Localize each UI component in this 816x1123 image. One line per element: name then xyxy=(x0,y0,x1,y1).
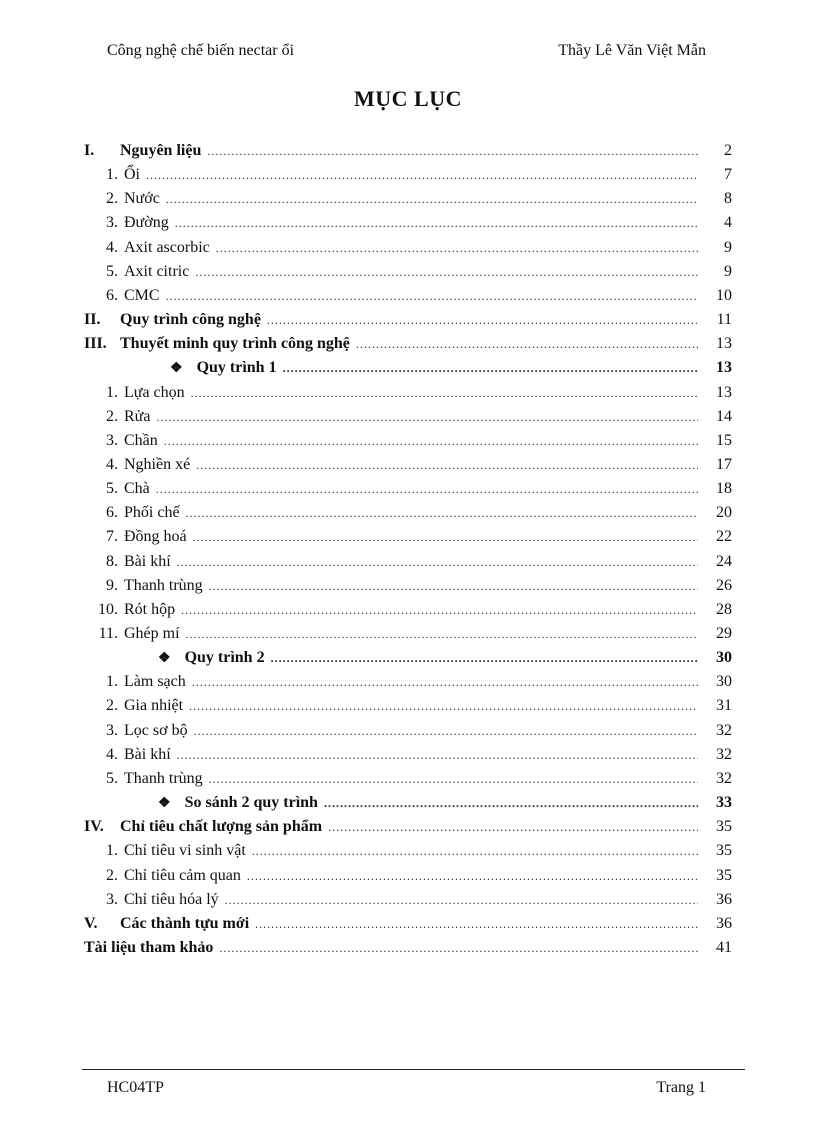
toc-entry-label: Thanh trùng xyxy=(124,769,203,787)
toc-entry-page: 8 xyxy=(724,190,732,208)
toc-entry-number: 3. xyxy=(106,431,118,449)
toc-leader-dots xyxy=(195,265,698,280)
toc-entry[interactable] xyxy=(84,673,732,697)
toc-entry-label: Nguyên liệu xyxy=(120,142,202,159)
toc-entry-label: Thanh trùng xyxy=(124,576,203,594)
toc-leader-dots xyxy=(192,675,698,690)
header-course-title: Công nghệ chế biến nectar ổi xyxy=(107,42,295,59)
toc-entry-label: Axit ascorbic xyxy=(124,238,210,256)
toc-entry-page: 24 xyxy=(716,552,732,570)
toc-leader-dots xyxy=(181,603,698,618)
toc-leader-dots xyxy=(194,724,698,739)
toc-entry-number: I. xyxy=(84,142,95,159)
toc-leader-dots xyxy=(164,434,698,449)
toc-entry-label: So sánh 2 quy trình xyxy=(184,794,318,812)
toc-leader-dots xyxy=(283,361,698,376)
page-title: MỤC LỤC xyxy=(354,86,462,111)
toc-entry-number: 4. xyxy=(106,745,118,763)
toc-leader-dots xyxy=(191,386,698,401)
toc-entry-label: Nước xyxy=(124,190,160,208)
toc-entry[interactable] xyxy=(84,601,732,625)
toc-entry-number: 6. xyxy=(106,504,118,522)
toc-entry-label: Chỉ tiêu vi sinh vật xyxy=(124,842,246,860)
toc-entry-number: 5. xyxy=(106,769,118,787)
toc-entry-number: 2. xyxy=(106,866,118,884)
toc-entry-page: 32 xyxy=(716,721,732,739)
toc-entry-number: 2. xyxy=(106,190,118,208)
toc-leader-dots xyxy=(175,216,698,231)
toc-entry-number: 1. xyxy=(106,673,118,691)
toc-entry-number: 5. xyxy=(106,480,118,498)
toc-entry[interactable] xyxy=(84,408,732,432)
toc-entry-page: 26 xyxy=(716,576,732,594)
toc-leader-dots xyxy=(255,917,698,932)
toc-entry-page: 4 xyxy=(724,214,732,232)
toc-entry[interactable] xyxy=(158,794,732,818)
diamond-bullet-icon: ❖ xyxy=(158,651,171,667)
toc-leader-dots xyxy=(146,168,698,183)
toc-entry[interactable] xyxy=(170,359,732,383)
toc-entry-page: 30 xyxy=(716,673,732,691)
toc-entry-number: 1. xyxy=(106,842,118,860)
toc-entry-number: 6. xyxy=(106,286,118,304)
toc-entry-number: 4. xyxy=(106,455,118,473)
toc-entry[interactable] xyxy=(84,939,732,963)
toc-leader-dots xyxy=(186,627,698,642)
toc-entry[interactable] xyxy=(84,625,732,649)
toc-leader-dots xyxy=(209,772,698,787)
toc-entry-page: 30 xyxy=(716,649,732,667)
toc-entry-label: Ghép mí xyxy=(124,625,180,642)
toc-entry-page: 36 xyxy=(716,914,732,932)
toc-entry[interactable] xyxy=(84,577,732,601)
toc-entry-page: 13 xyxy=(716,359,732,377)
toc-entry-label: Tài liệu tham khảo xyxy=(84,938,214,956)
toc-entry[interactable] xyxy=(84,456,732,480)
toc-entry[interactable] xyxy=(84,842,732,866)
toc-entry[interactable] xyxy=(84,214,732,238)
toc-leader-dots xyxy=(189,699,698,714)
toc-entry-number: 5. xyxy=(106,262,118,280)
toc-entry[interactable] xyxy=(84,722,732,746)
toc-leader-dots xyxy=(225,893,698,908)
toc-leader-dots xyxy=(196,458,698,473)
diamond-bullet-icon: ❖ xyxy=(158,796,171,812)
toc-entry-label: Phối chế xyxy=(124,504,180,522)
toc-leader-dots xyxy=(271,651,698,666)
toc-entry[interactable] xyxy=(84,504,732,528)
toc-entry[interactable] xyxy=(84,528,732,552)
toc-entry-page: 35 xyxy=(716,842,732,860)
toc-entry-label: Bài khí xyxy=(124,552,171,570)
toc-entry-page: 32 xyxy=(716,745,732,763)
toc-entry-number: II. xyxy=(84,311,101,329)
toc-entry-number: 2. xyxy=(106,697,118,715)
toc-entry-label: Axit citric xyxy=(124,262,190,280)
toc-entry-label: Các thành tựu mới xyxy=(120,914,250,932)
toc-entry-page: 32 xyxy=(716,769,732,787)
toc-entry-number: III. xyxy=(84,335,107,353)
toc-entry[interactable] xyxy=(84,190,732,214)
toc-leader-dots xyxy=(219,941,698,956)
toc-entry[interactable] xyxy=(84,335,732,359)
toc-entry[interactable] xyxy=(84,142,732,166)
toc-entry-label: Làm sạch xyxy=(124,673,186,691)
footer-code: HC04TP xyxy=(107,1079,164,1096)
toc-entry-label: Rửa xyxy=(124,407,151,425)
toc-entry-number: 2. xyxy=(106,407,118,425)
toc-leader-dots xyxy=(209,579,698,594)
toc-leader-dots xyxy=(156,410,698,425)
toc-entry[interactable] xyxy=(84,891,732,915)
toc-entry-number: 4. xyxy=(106,238,118,256)
toc-entry-label: Chà xyxy=(124,480,150,498)
toc-entry[interactable] xyxy=(84,263,732,287)
toc-entry-page: 28 xyxy=(716,600,732,618)
toc-entry-page: 33 xyxy=(716,794,732,812)
toc-entry[interactable] xyxy=(84,697,732,721)
toc-entry[interactable] xyxy=(84,166,732,190)
toc-leader-dots xyxy=(216,241,698,256)
toc-leader-dots xyxy=(156,482,698,497)
toc-entry-label: Đường xyxy=(124,214,169,232)
toc-entry-label: Lựa chọn xyxy=(124,383,185,401)
toc-entry-label: Quy trình 2 xyxy=(184,649,265,667)
toc-entry[interactable] xyxy=(84,915,732,939)
toc-entry-label: Thuyết minh quy trình công nghệ xyxy=(120,335,350,353)
toc-entry-page: 18 xyxy=(716,480,732,498)
toc-entry-page: 15 xyxy=(716,431,732,449)
toc-entry-number: 3. xyxy=(106,214,118,232)
toc-entry[interactable] xyxy=(158,649,732,673)
toc-entry[interactable] xyxy=(84,384,732,408)
toc-entry[interactable] xyxy=(84,287,732,311)
toc-entry-page: 35 xyxy=(716,818,732,836)
toc-leader-dots xyxy=(252,844,698,859)
toc-entry[interactable] xyxy=(84,746,732,770)
toc-entry-page: 36 xyxy=(716,890,732,908)
toc-entry-number: 3. xyxy=(106,890,118,908)
toc-entry[interactable] xyxy=(84,311,732,335)
toc-entry-number: 11. xyxy=(98,625,118,642)
toc-entry-page: 35 xyxy=(716,866,732,884)
toc-leader-dots xyxy=(247,869,698,884)
toc-leader-dots xyxy=(207,144,698,159)
toc-entry-label: Lọc sơ bộ xyxy=(124,721,188,739)
toc-entry-page: 10 xyxy=(716,286,732,304)
toc-leader-dots xyxy=(328,820,698,835)
toc-leader-dots xyxy=(166,289,698,304)
toc-leader-dots xyxy=(186,506,698,521)
header-instructor: Thầy Lê Văn Việt Mẫn xyxy=(558,42,706,59)
toc-entry-label: Chỉ tiêu hóa lý xyxy=(124,890,219,908)
toc-entry-page: 9 xyxy=(724,262,732,280)
toc-entry[interactable] xyxy=(84,553,732,577)
footer-divider xyxy=(82,1069,745,1070)
toc-entry-page: 13 xyxy=(716,335,732,353)
diamond-bullet-icon: ❖ xyxy=(170,361,183,377)
toc-entry-page: 7 xyxy=(724,166,732,184)
toc-entry-number: 9. xyxy=(106,576,118,594)
toc-entry-label: Rót hộp xyxy=(124,600,176,618)
toc-leader-dots xyxy=(324,796,698,811)
toc-leader-dots xyxy=(177,555,698,570)
toc-entry-label: Gia nhiệt xyxy=(124,697,184,715)
toc-leader-dots xyxy=(166,192,698,207)
toc-entry-page: 11 xyxy=(716,311,732,329)
toc-leader-dots xyxy=(356,337,698,352)
toc-entry[interactable] xyxy=(84,239,732,263)
toc-entry-number: 10. xyxy=(98,600,118,618)
toc-entry-label: Chỉ tiêu chất lượng sản phẩm xyxy=(120,818,323,836)
toc-entry-page: 13 xyxy=(716,383,732,401)
toc-entry-label: Bài khí xyxy=(124,745,171,763)
footer-page-number: Trang 1 xyxy=(656,1079,706,1096)
toc-leader-dots xyxy=(193,530,698,545)
toc-entry[interactable] xyxy=(84,432,732,456)
toc-entry-number: 1. xyxy=(106,166,118,184)
toc-entry-page: 22 xyxy=(716,528,732,546)
toc-entry-label: Quy trình 1 xyxy=(196,359,277,377)
toc-entry[interactable] xyxy=(84,818,732,842)
toc-entry-label: Chần xyxy=(124,431,158,449)
toc-entry-page: 41 xyxy=(716,938,732,956)
toc-entry-page: 31 xyxy=(716,697,732,715)
toc-entry-page: 29 xyxy=(716,625,732,642)
toc-entry[interactable] xyxy=(84,770,732,794)
toc-entry-label: Quy trình công nghệ xyxy=(120,311,261,329)
toc-entry-number: V. xyxy=(84,914,98,932)
toc-entry-number: 3. xyxy=(106,721,118,739)
toc-leader-dots xyxy=(267,313,698,328)
toc-entry-page: 2 xyxy=(724,142,732,159)
toc-entry-label: Nghiền xé xyxy=(124,455,191,473)
toc-entry-number: 8. xyxy=(106,552,118,570)
toc-entry-page: 20 xyxy=(716,504,732,522)
toc-entry-number: 7. xyxy=(106,528,118,546)
toc-entry-number: IV. xyxy=(84,818,104,836)
toc-entry-page: 9 xyxy=(724,238,732,256)
toc-entry-number: 1. xyxy=(106,383,118,401)
toc-entry[interactable] xyxy=(84,867,732,891)
toc-entry-label: Đồng hoá xyxy=(124,528,187,546)
toc-entry-page: 14 xyxy=(716,407,732,425)
toc-entry-page: 17 xyxy=(716,455,732,473)
toc-entry-label: CMC xyxy=(124,286,160,304)
toc-entry-label: Ổi xyxy=(124,166,140,184)
toc-leader-dots xyxy=(177,748,698,763)
toc-entry-label: Chỉ tiêu cảm quan xyxy=(124,866,241,884)
toc-entry[interactable] xyxy=(84,480,732,504)
